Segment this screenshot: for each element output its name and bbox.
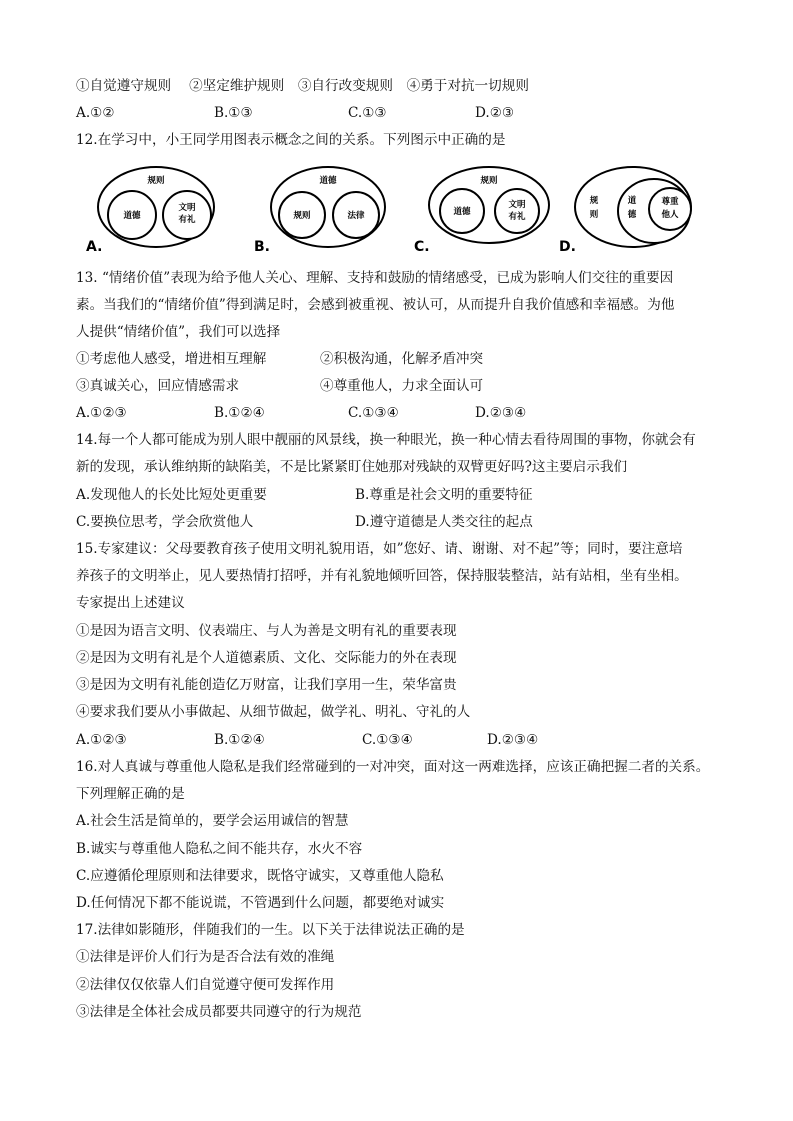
q13-stem-line3: 人提供“情绪价值”，我们可以选择 bbox=[76, 324, 281, 340]
q17-statement-1: ①法律是评价人们行为是否合法有效的准绳 bbox=[76, 949, 335, 965]
diagram-b-letter: B. bbox=[254, 239, 270, 255]
q13-stem-line2: 素。当我们的“情绪价值”得到满足时，会感到被重视、被认可，从而提升自我价值感和幸福感。为他 bbox=[76, 297, 675, 313]
q11-option-d: D.②③ bbox=[475, 105, 515, 121]
diagram-a-inner1-label: 道德 bbox=[123, 211, 141, 221]
q15-statement-1: ①是因为语言文明、仪表端庄、与人为善是文明有礼的重要表现 bbox=[76, 623, 457, 639]
q11-option-a: A.①② bbox=[76, 105, 115, 121]
diagram-d-outer-line1: 规 bbox=[589, 196, 599, 206]
diagram-d-inner-line2: 他人 bbox=[661, 210, 679, 220]
q16-option-d: D.任何情况下都不能说谎，不管遇到什么问题，都要绝对诚实 bbox=[76, 895, 445, 911]
diagram-d-middle-line2: 德 bbox=[627, 210, 637, 220]
q13-option-c: C.①③④ bbox=[348, 405, 399, 421]
diagram-a-inner2-line1: 文明 bbox=[178, 203, 196, 213]
q13-option-a: A.①②③ bbox=[76, 405, 127, 421]
diagram-b-inner1-label: 规则 bbox=[293, 211, 311, 221]
q16-option-a: A.社会生活是简单的，要学会运用诚信的智慧 bbox=[76, 813, 349, 829]
diagram-d-middle-line1: 道 bbox=[627, 196, 637, 206]
q15-option-b: B.①②④ bbox=[214, 732, 265, 748]
q16-option-c: C.应遵循伦理原则和法律要求，既恪守诚实，又尊重他人隐私 bbox=[76, 868, 444, 884]
q15-statement-3: ③是因为文明有礼能创造亿万财富，让我们享用一生，荣华富贵 bbox=[76, 677, 457, 693]
diagram-c-inner2-line1: 文明 bbox=[508, 200, 526, 210]
q14-option-a: A.发现他人的长处比短处更重要 bbox=[76, 487, 267, 503]
q17-statement-3: ③法律是全体社会成员都要共同遵守的行为规范 bbox=[76, 1004, 362, 1020]
diagram-a bbox=[86, 167, 214, 255]
diagram-d-letter: D. bbox=[559, 239, 576, 255]
diagram-b-inner2-label: 法律 bbox=[347, 211, 365, 221]
diagram-c-inner1-label: 道德 bbox=[453, 207, 471, 217]
q11-statements: ①自觉遵守规则 ②坚定维护规则 ③自行改变规则 ④勇于对抗一切规则 bbox=[76, 78, 529, 94]
q17-statement-2: ②法律仅仅依靠人们自觉遵守便可发挥作用 bbox=[76, 977, 335, 993]
diagram-d-outer-line2: 则 bbox=[589, 210, 599, 220]
q14-option-d: D.遵守道德是人类交往的起点 bbox=[355, 514, 533, 530]
diagram-a-inner2-line2: 有礼 bbox=[178, 215, 196, 225]
diagram-b bbox=[254, 167, 385, 255]
q14-option-c: C.要换位思考，学会欣赏他人 bbox=[76, 514, 254, 530]
q15-statement-2: ②是因为文明有礼是个人道德素质、文化、交际能力的外在表现 bbox=[76, 650, 457, 666]
q12-stem: 12.在学习中，小王同学用图表示概念之间的关系。下列图示中正确的是 bbox=[76, 132, 506, 148]
q13-statement-3: ③真诚关心，回应情感需求 bbox=[76, 378, 240, 394]
q16-option-b: B.诚实与尊重他人隐私之间不能共存，水火不容 bbox=[76, 841, 363, 857]
q15-stem-line3: 专家提出上述建议 bbox=[76, 595, 185, 611]
q13-option-d: D.②③④ bbox=[475, 405, 527, 421]
q15-option-a: A.①②③ bbox=[76, 732, 127, 748]
q14-stem-line2: 新的发现，承认维纳斯的缺陷美，不是比紧紧盯住她那对残缺的双臂更好吗?这主要启示我们 bbox=[76, 459, 628, 475]
diagram-b-outer-label: 道德 bbox=[319, 176, 337, 186]
q11-option-b: B.①③ bbox=[214, 105, 253, 121]
diagram-c-inner2-line2: 有礼 bbox=[508, 212, 526, 222]
q13-statement-4: ④尊重他人，力求全面认可 bbox=[320, 378, 484, 394]
q14-stem-line1: 14.每一个人都可能成为别人眼中靓丽的风景线，换一种眼光，换一种心情去看待周围的事物，你就会有 bbox=[76, 432, 696, 448]
diagram-d-inner-line1: 尊重 bbox=[661, 197, 679, 207]
q13-statement-1: ①考虑他人感受，增进相互理解 bbox=[76, 351, 267, 367]
q15-option-d: D.②③④ bbox=[487, 732, 539, 748]
diagram-d bbox=[559, 167, 691, 255]
q16-stem-line1: 16.对人真诚与尊重他人隐私是我们经常碰到的一对冲突，面对这一两难选择，应该正确把握二者的关系。 bbox=[76, 759, 710, 775]
diagram-c bbox=[414, 167, 549, 255]
diagram-c-outer-label: 规则 bbox=[480, 176, 498, 186]
q13-stem-line1: 13. “情绪价值”表现为给予他人关心、理解、支持和鼓励的情绪感受，已成为影响人们交往的重要因 bbox=[76, 270, 674, 286]
diagram-a-outer-label: 规则 bbox=[147, 176, 165, 186]
q17-stem: 17.法律如影随形，伴随我们的一生。以下关于法律说法正确的是 bbox=[76, 922, 465, 938]
q14-option-b: B.尊重是社会文明的重要特征 bbox=[355, 487, 533, 503]
q16-stem-line2: 下列理解正确的是 bbox=[76, 786, 185, 802]
q13-option-b: B.①②④ bbox=[214, 405, 265, 421]
q12-diagrams bbox=[84, 163, 724, 259]
q15-option-c: C.①③④ bbox=[362, 732, 413, 748]
q15-stem-line1: 15.专家建议：父母要教育孩子使用文明礼貌用语，如”您好、请、谢谢、对不起”等；同时，要注意培 bbox=[76, 541, 683, 557]
q15-statement-4: ④要求我们要从小事做起、从细节做起，做学礼、明礼、守礼的人 bbox=[76, 704, 471, 720]
q15-stem-line2: 养孩子的文明举止，见人要热情打招呼，并有礼貌地倾听回答，保持服装整洁，站有站相，坐有坐相。 bbox=[76, 568, 688, 584]
q13-statement-2: ②积极沟通，化解矛盾冲突 bbox=[320, 351, 484, 367]
diagram-a-letter: A. bbox=[86, 239, 103, 255]
diagram-c-letter: C. bbox=[414, 239, 430, 255]
q11-option-c: C.①③ bbox=[348, 105, 387, 121]
